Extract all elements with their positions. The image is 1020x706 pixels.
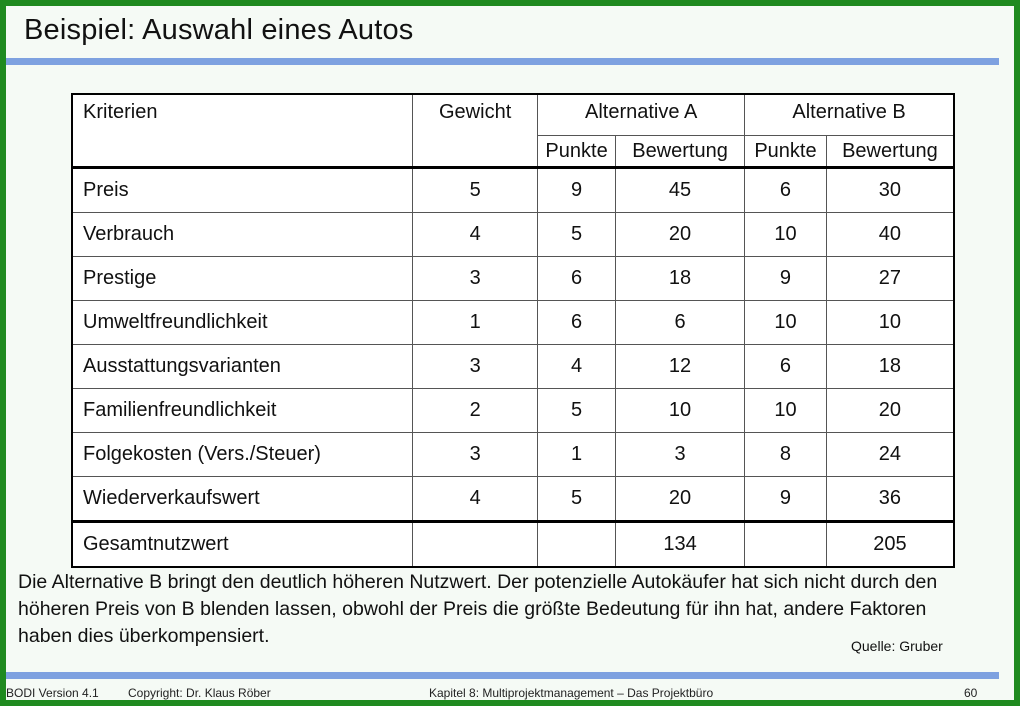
- bottom-divider-bar: [6, 672, 999, 679]
- criterion-cell: Prestige: [72, 257, 413, 301]
- b-rating-cell: 27: [826, 257, 954, 301]
- weight-cell: 3: [413, 345, 538, 389]
- a-points-cell: 5: [538, 389, 616, 433]
- a-points-cell: 1: [538, 433, 616, 477]
- a-rating-cell: 20: [615, 213, 744, 257]
- b-rating-cell: 20: [826, 389, 954, 433]
- b-rating-cell: 18: [826, 345, 954, 389]
- weight-cell: 5: [413, 168, 538, 213]
- weight-cell: 2: [413, 389, 538, 433]
- b-rating-cell: 10: [826, 301, 954, 345]
- a-rating-cell: 3: [615, 433, 744, 477]
- b-rating-cell: 36: [826, 477, 954, 522]
- table-row: [72, 257, 954, 301]
- header-criteria: Kriterien: [72, 94, 413, 168]
- b-rating-cell: 24: [826, 433, 954, 477]
- header-b-points: Punkte: [745, 136, 827, 168]
- b-rating-cell: 40: [826, 213, 954, 257]
- header-weight: Gewicht: [413, 94, 538, 168]
- a-rating-cell: 10: [615, 389, 744, 433]
- criterion-cell: Wiederverkaufswert: [72, 477, 413, 522]
- b-rating-cell: 30: [826, 168, 954, 213]
- header-alternative-b: Alternative B: [745, 94, 954, 136]
- table-row: [72, 477, 954, 522]
- footer-copyright: Copyright: Dr. Klaus Röber: [128, 686, 271, 700]
- criterion-cell: Ausstattungsvarianten: [72, 345, 413, 389]
- b-points-cell: 6: [745, 345, 827, 389]
- total-a-points-empty: [538, 522, 616, 568]
- total-b-points-empty: [745, 522, 827, 568]
- slide: [6, 6, 1014, 700]
- footer-page-number: 60: [964, 686, 978, 700]
- a-points-cell: 6: [538, 301, 616, 345]
- a-rating-cell: 18: [615, 257, 744, 301]
- a-rating-cell: 45: [615, 168, 744, 213]
- table-row: [72, 389, 954, 433]
- footer-version: BODI Version 4.1: [6, 686, 99, 700]
- header-a-rating: Bewertung: [615, 136, 744, 168]
- header-a-points: Punkte: [538, 136, 616, 168]
- weight-cell: 3: [413, 433, 538, 477]
- criterion-cell: Verbrauch: [72, 213, 413, 257]
- total-a-rating: 134: [615, 522, 744, 568]
- b-points-cell: 6: [745, 168, 827, 213]
- b-points-cell: 9: [745, 477, 827, 522]
- a-points-cell: 5: [538, 213, 616, 257]
- b-points-cell: 8: [745, 433, 827, 477]
- a-points-cell: 6: [538, 257, 616, 301]
- a-points-cell: 5: [538, 477, 616, 522]
- utility-analysis-table: [71, 93, 955, 568]
- header-b-rating: Bewertung: [826, 136, 954, 168]
- criterion-cell: Preis: [72, 168, 413, 213]
- b-points-cell: 10: [745, 301, 827, 345]
- slide-title: Beispiel: Auswahl eines Autos: [24, 14, 414, 46]
- a-rating-cell: 6: [615, 301, 744, 345]
- a-points-cell: 4: [538, 345, 616, 389]
- table-total-row: [72, 522, 954, 568]
- total-b-rating: 205: [826, 522, 954, 568]
- total-weight-empty: [413, 522, 538, 568]
- b-points-cell: 10: [745, 213, 827, 257]
- table-row: [72, 433, 954, 477]
- source-note: Quelle: Gruber: [851, 638, 943, 654]
- table-row: [72, 301, 954, 345]
- a-rating-cell: 12: [615, 345, 744, 389]
- weight-cell: 1: [413, 301, 538, 345]
- a-points-cell: 9: [538, 168, 616, 213]
- table-row: [72, 345, 954, 389]
- table-row: [72, 213, 954, 257]
- total-label: Gesamtnutzwert: [72, 522, 413, 568]
- header-alternative-a: Alternative A: [538, 94, 745, 136]
- table-header-row: [72, 94, 954, 136]
- top-divider-bar: [6, 58, 999, 65]
- table-body: [72, 168, 954, 522]
- table-row: [72, 168, 954, 213]
- weight-cell: 3: [413, 257, 538, 301]
- b-points-cell: 10: [745, 389, 827, 433]
- criterion-cell: Folgekosten (Vers./Steuer): [72, 433, 413, 477]
- b-points-cell: 9: [745, 257, 827, 301]
- conclusion-paragraph: Die Alternative B bringt den deutlich höheren Nutzwert. Der potenzielle Autokäufer hat sich nicht durch den höheren Preis von B blenden lassen, obwohl der Preis die größte Bedeutung für ihn hat, andere Faktoren haben dies überkompensiert.: [18, 571, 938, 647]
- criterion-cell: Familienfreundlichkeit: [72, 389, 413, 433]
- a-rating-cell: 20: [615, 477, 744, 522]
- weight-cell: 4: [413, 213, 538, 257]
- weight-cell: 4: [413, 477, 538, 522]
- footer-chapter: Kapitel 8: Multiprojektmanagement – Das Projektbüro: [429, 686, 714, 700]
- criterion-cell: Umweltfreundlichkeit: [72, 301, 413, 345]
